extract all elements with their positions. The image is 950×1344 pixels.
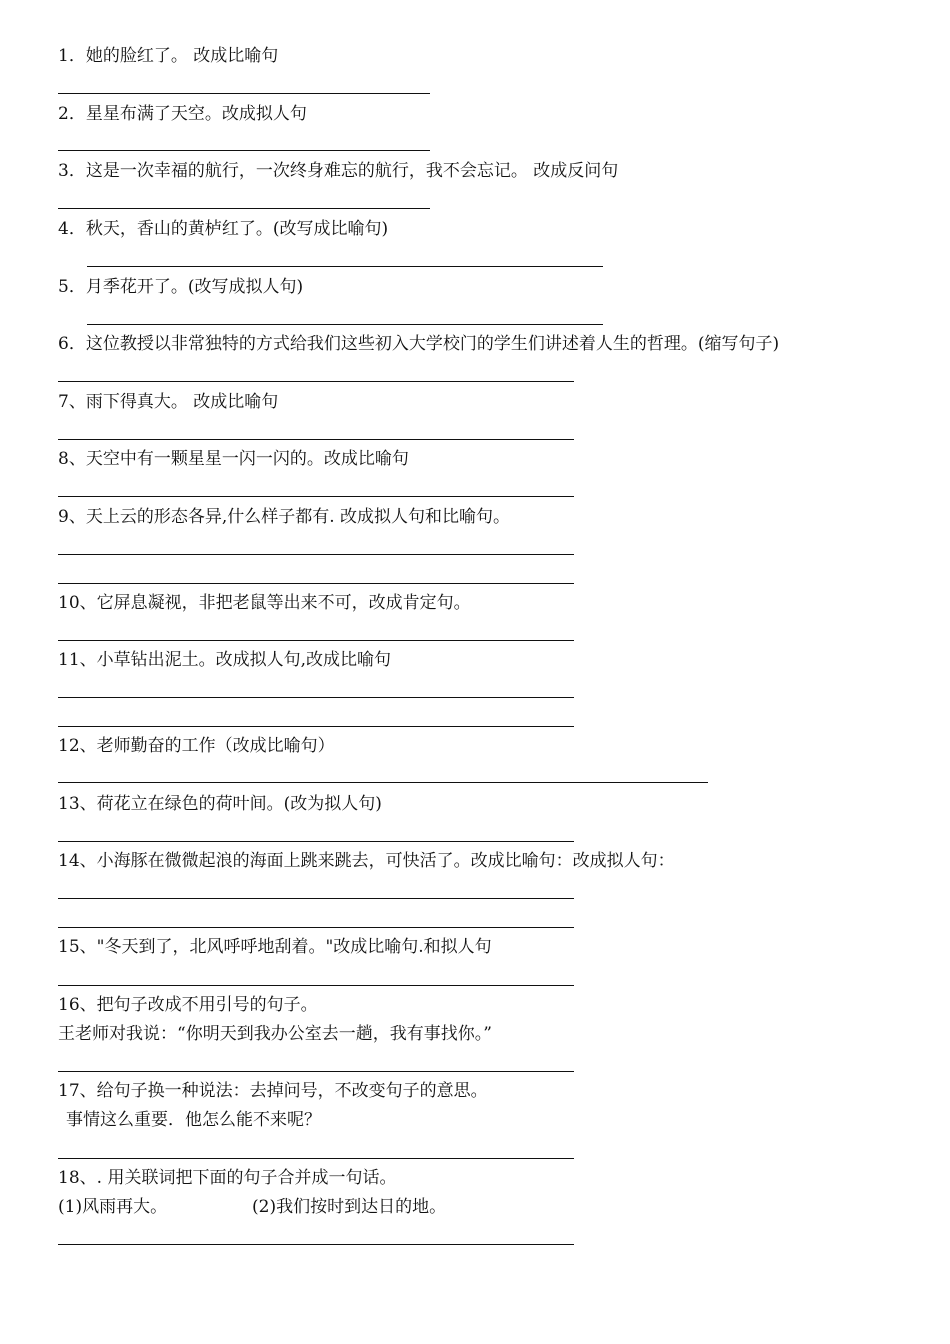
- question-6: 6．这位教授以非常独特的方式给我们这些初入大学校门的学生们讲述着人生的哲理。(缩写句子): [58, 334, 780, 354]
- question-13: 13、荷花立在绿色的荷叶间。(改为拟人句): [58, 794, 382, 814]
- answer-line-10[interactable]: [58, 640, 574, 641]
- answer-line-7[interactable]: [58, 439, 574, 440]
- question-5: 5．月季花开了。(改写成拟人句): [58, 277, 304, 297]
- answer-line-9b[interactable]: [58, 583, 574, 584]
- answer-line-17[interactable]: [58, 1158, 574, 1159]
- question-17-sentence: 事情这么重要．他怎么能不来呢？: [66, 1110, 321, 1130]
- answer-line-11b[interactable]: [58, 726, 574, 727]
- question-17: 17、给句子换一种说法：去掉问号，不改变句子的意思。: [58, 1081, 488, 1101]
- answer-line-12[interactable]: [58, 782, 708, 783]
- answer-line-6[interactable]: [58, 381, 574, 382]
- question-16-sentence: 王老师对我说：“你明天到我办公室去一趟，我有事找你。”: [58, 1024, 492, 1044]
- answer-line-3[interactable]: [58, 208, 430, 209]
- answer-line-14a[interactable]: [58, 898, 574, 899]
- question-10: 10、它屏息凝视，非把老鼠等出来不可，改成肯定句。: [58, 593, 471, 613]
- answer-line-15[interactable]: [58, 985, 574, 986]
- question-15: 15、"冬天到了，北风呼呼地刮着。"改成比喻句.和拟人句: [58, 937, 492, 957]
- question-1: 1．她的脸红了。 改成比喻句: [58, 46, 279, 66]
- answer-line-2[interactable]: [58, 150, 430, 151]
- answer-line-16[interactable]: [58, 1071, 574, 1072]
- question-16: 16、把句子改成不用引号的句子。: [58, 995, 318, 1015]
- question-8: 8、天空中有一颗星星一闪一闪的。改成比喻句: [58, 449, 409, 469]
- question-3: 3．这是一次幸福的航行，一次终身难忘的航行，我不会忘记。 改成反问句: [58, 161, 619, 181]
- answer-line-8[interactable]: [58, 496, 574, 497]
- answer-line-11a[interactable]: [58, 697, 574, 698]
- question-18: 18、. 用关联词把下面的句子合并成一句话。: [58, 1168, 397, 1188]
- question-2: 2．星星布满了天空。改成拟人句: [58, 104, 307, 124]
- answer-line-14b[interactable]: [58, 927, 574, 928]
- answer-line-9a[interactable]: [58, 554, 574, 555]
- question-18-part-2: (2)我们按时到达日的地。: [252, 1197, 447, 1217]
- answer-line-5[interactable]: [87, 324, 603, 325]
- question-7: 7、雨下得真大。 改成比喻句: [58, 392, 279, 412]
- question-4: 4．秋天，香山的黄栌红了。(改写成比喻句): [58, 219, 389, 239]
- answer-line-4[interactable]: [87, 266, 603, 267]
- question-18-parts: [58, 1196, 446, 1218]
- answer-line-1[interactable]: [58, 93, 430, 94]
- question-14: 14、小海豚在微微起浪的海面上跳来跳去，可快活了。改成比喻句：改成拟人句：: [58, 851, 675, 871]
- question-9: 9、天上云的形态各异,什么样子都有. 改成拟人句和比喻句。: [58, 507, 511, 527]
- answer-line-13[interactable]: [58, 841, 574, 842]
- question-18-part-1: (1)风雨再大。: [58, 1197, 168, 1217]
- question-11: 11、小草钻出泥土。改成拟人句,改成比喻句: [58, 650, 392, 670]
- answer-line-18[interactable]: [58, 1244, 574, 1245]
- question-12: 12、老师勤奋的工作（改成比喻句）: [58, 736, 335, 756]
